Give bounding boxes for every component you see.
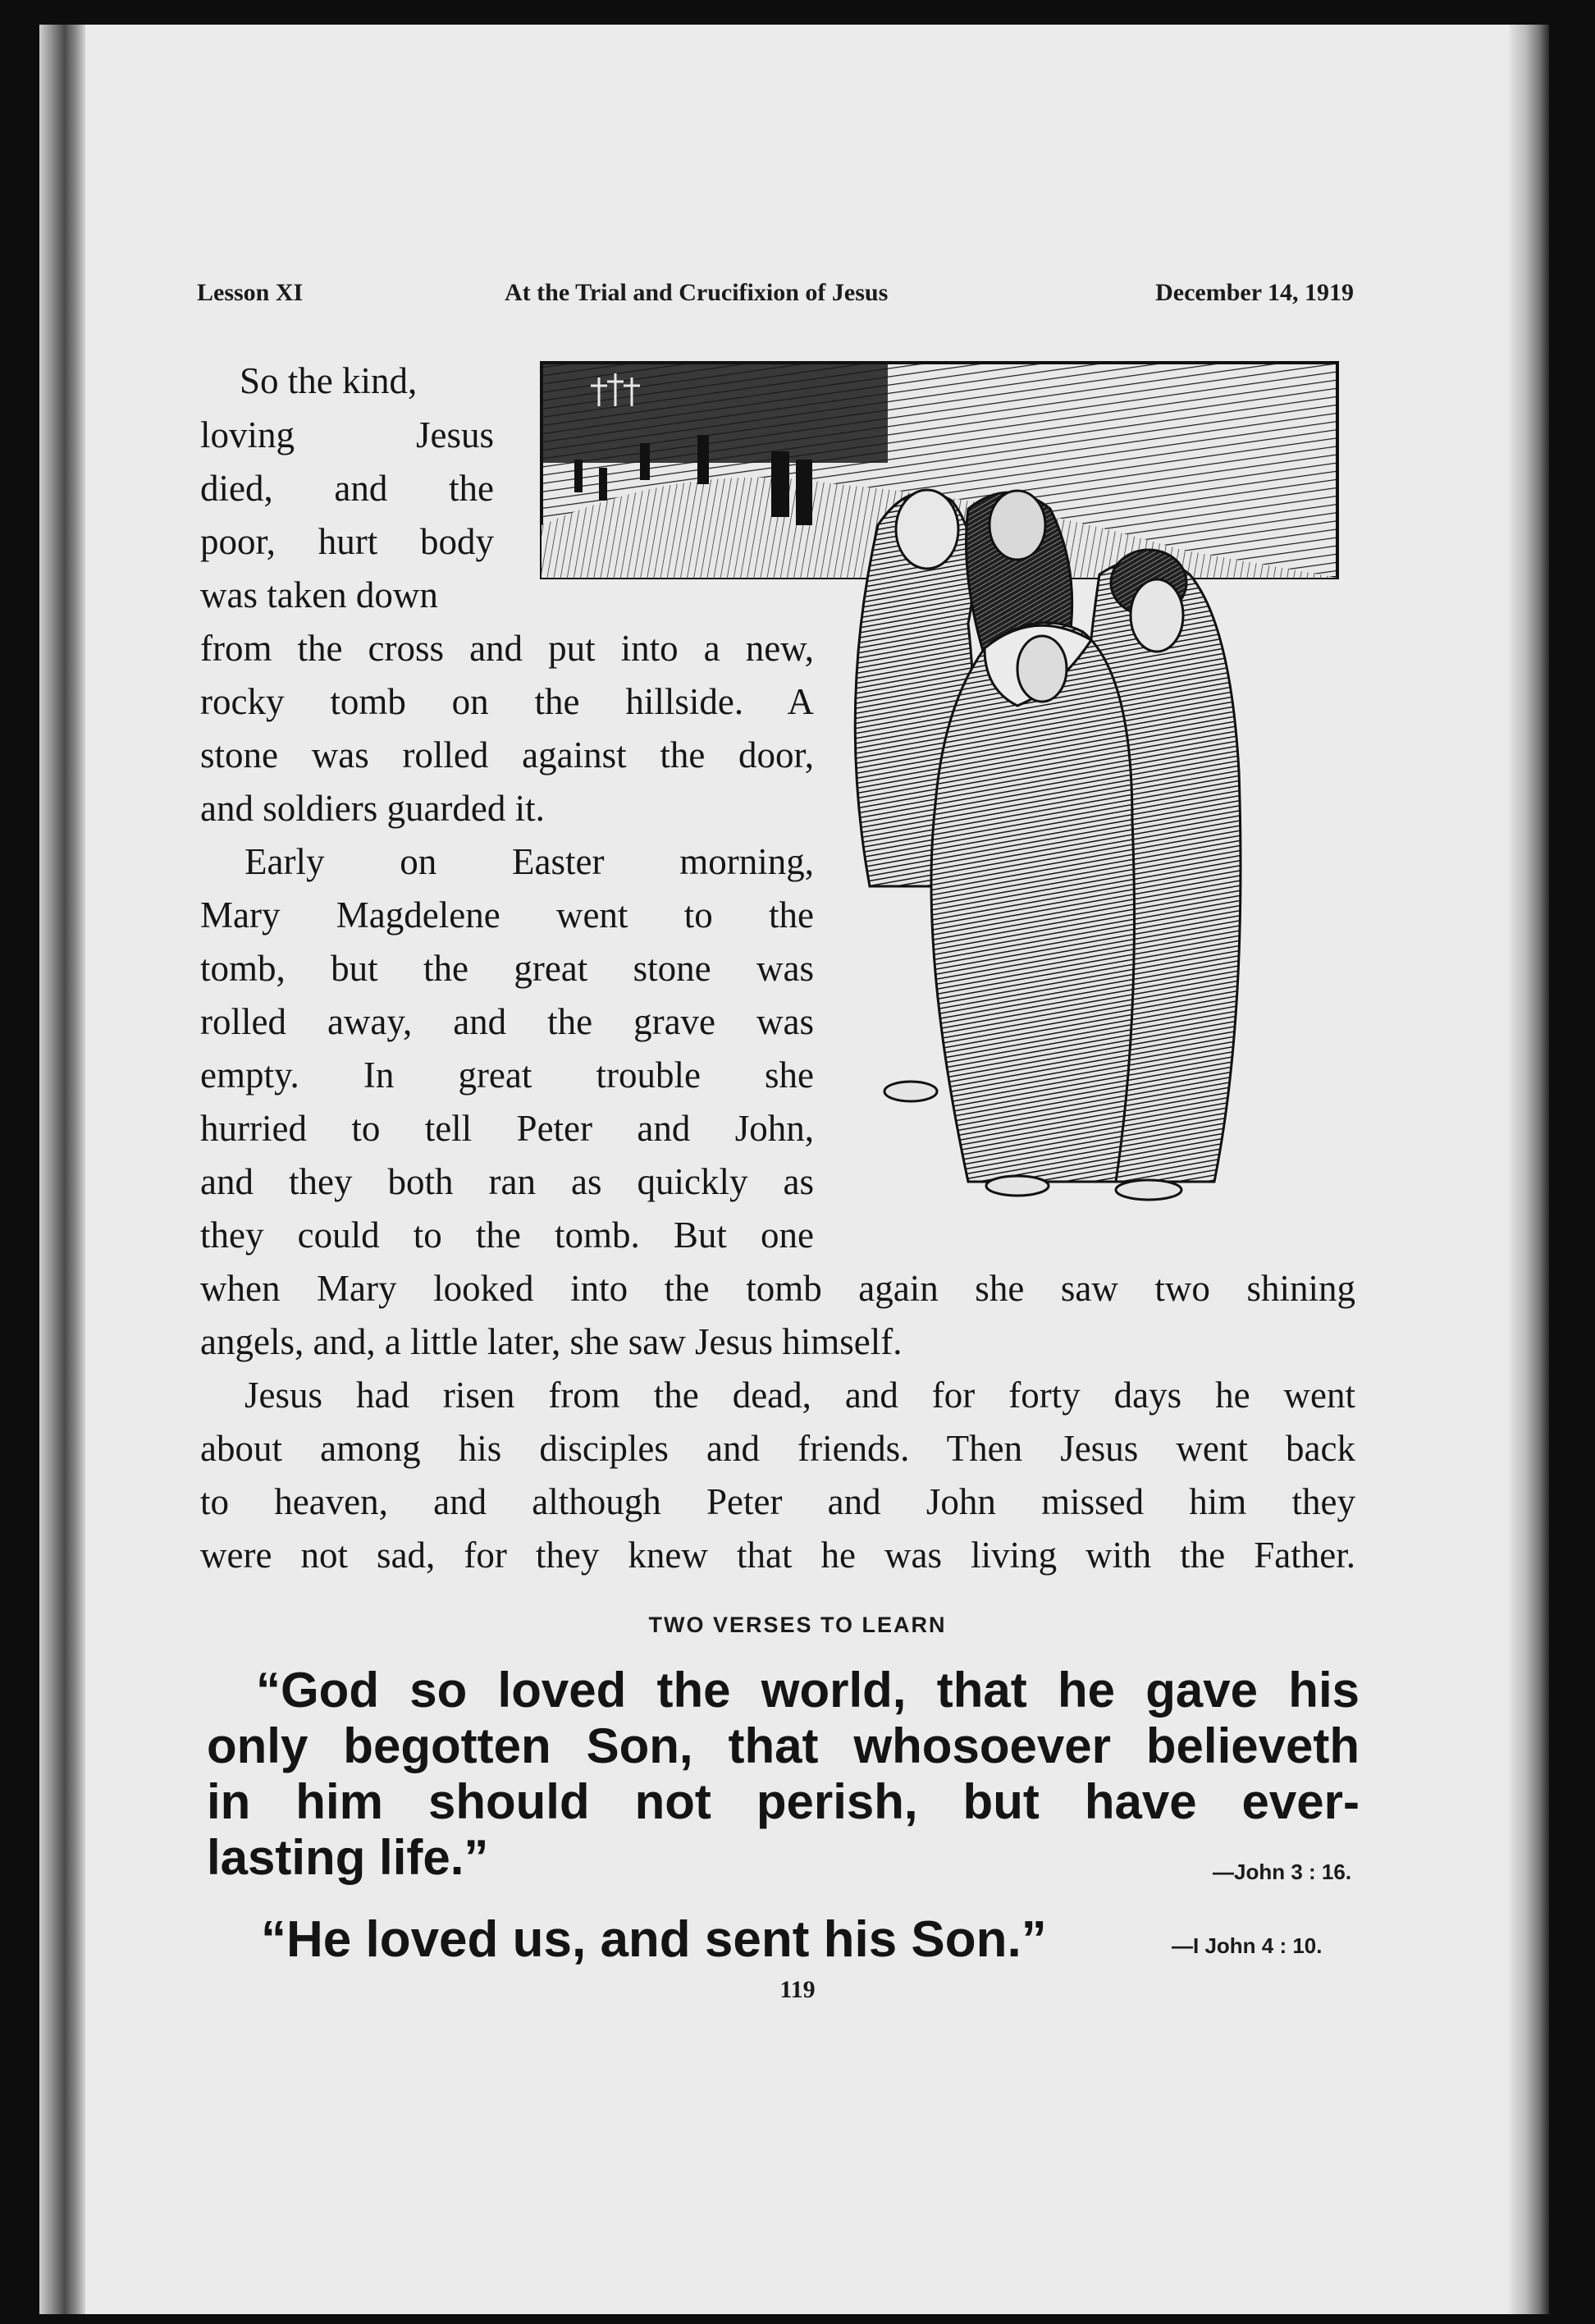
verse-line: “He loved us, and sent his Son.” — [261, 1911, 1047, 1968]
body-line: empty. In great trouble she — [200, 1054, 814, 1096]
body-line: was taken down — [200, 574, 438, 615]
verse-reference: —I John 4 : 10. — [1172, 1933, 1323, 1958]
verse-reference: —John 3 : 16. — [1213, 1860, 1352, 1884]
lesson-title: At the Trial and Crucifixion of Jesus — [505, 279, 889, 306]
body-line: to heaven, and although Peter and John missed him they — [200, 1481, 1355, 1522]
body-line: when Mary looked into the tomb again she saw two shining — [200, 1268, 1355, 1309]
body-line: angels, and, a little later, she saw Jesus himself. — [200, 1321, 903, 1362]
lesson-date: December 14, 1919 — [1155, 279, 1354, 306]
body-line: from the cross and put into a new, — [200, 628, 814, 669]
body-line: stone was rolled against the door, — [200, 734, 814, 775]
body-line: hurried to tell Peter and John, — [200, 1108, 814, 1149]
body-line: Jesus had risen from the dead, and for forty days he went — [245, 1375, 1355, 1416]
book-gutter — [39, 25, 85, 2314]
body-line: Mary Magdelene went to the — [200, 894, 814, 936]
mourning-figures — [855, 490, 1241, 1200]
page-edge — [1510, 25, 1549, 2314]
body-line: rocky tomb on the hillside. A — [200, 681, 814, 722]
running-header — [197, 279, 1354, 313]
body-line: were not sad, for they knew that he was living with the Father. — [200, 1535, 1355, 1576]
verse-line: only begotten Son, that whosoever believeth — [207, 1718, 1360, 1773]
body-line: died, and the — [200, 468, 494, 509]
verse-line: lasting life.” — [207, 1830, 489, 1885]
lesson-number: Lesson XI — [197, 279, 304, 306]
verse-line: in him should not perish, but have ever- — [207, 1774, 1360, 1829]
body-line: about among his disciples and friends. Then Jesus went back — [200, 1428, 1355, 1469]
engraving-mourners-leaving-calvary-icon — [525, 361, 1346, 1227]
body-line: tomb, but the great stone was — [200, 948, 814, 989]
body-line: Early on Easter morning, — [245, 841, 814, 882]
body-line: and soldiers guarded it. — [200, 788, 545, 829]
body-line: and they both ran as quickly as — [200, 1161, 814, 1202]
verses-heading: TWO VERSES TO LEARN — [648, 1613, 947, 1637]
body-line: loving Jesus — [200, 414, 494, 455]
page-number: 119 — [779, 1976, 816, 2003]
body-line: poor, hurt body — [200, 521, 494, 562]
body-line: So the kind, — [240, 360, 418, 401]
scan-border — [1247, 0, 1595, 25]
body-line: rolled away, and the grave was — [200, 1001, 814, 1042]
verse-line: “God so loved the world, that he gave his — [256, 1663, 1360, 1718]
body-line: they could to the tomb. But one — [200, 1215, 814, 1256]
